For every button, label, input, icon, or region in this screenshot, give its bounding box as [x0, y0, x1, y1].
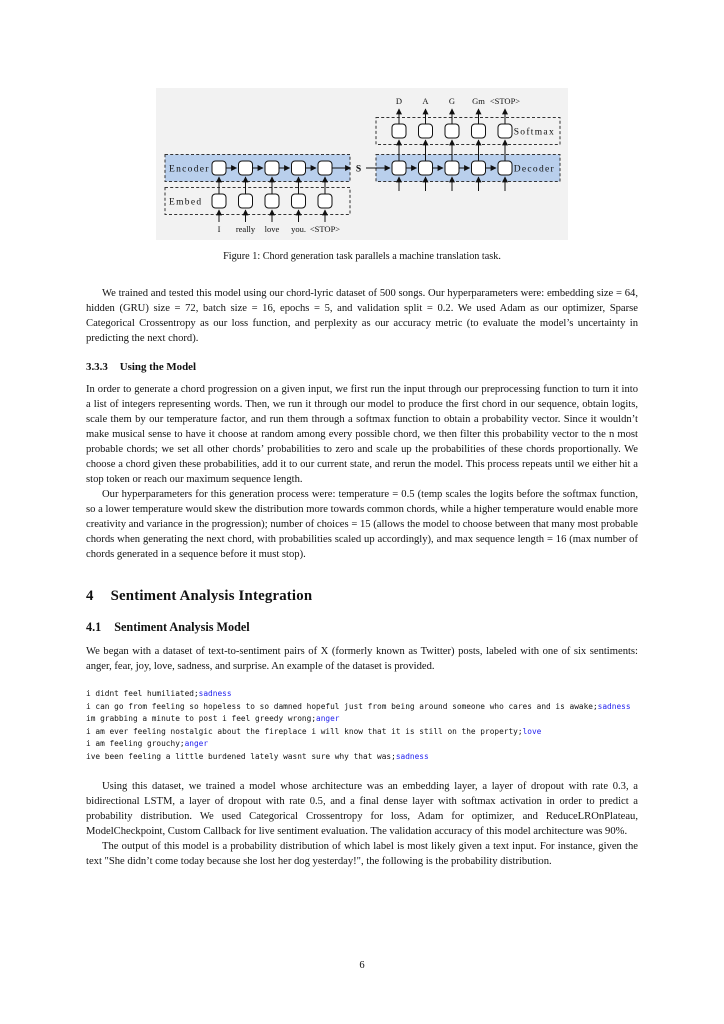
heading-4-1: [86, 620, 638, 635]
sentiment-label: anger: [316, 714, 340, 723]
heading-4: [86, 588, 638, 605]
output-token: <STOP>: [489, 96, 521, 106]
rnn-cell: [498, 124, 512, 138]
rnn-cell: [392, 124, 406, 138]
rnn-cell: [445, 161, 459, 175]
code-text: ive been feeling a little burdened lately wasnt sure why that was;: [86, 751, 396, 761]
sentiment-label: sadness: [597, 701, 631, 711]
decoder-label: Decoder: [513, 164, 555, 175]
dataset-examples: [86, 688, 638, 763]
code-text: i am ever feeling nostalgic about the fireplace i will know that it is still on the property;: [86, 726, 523, 736]
code-line: [86, 688, 638, 701]
sentiment-label: sadness: [395, 751, 429, 761]
rnn-cell: [472, 124, 486, 138]
state-label: S: [355, 164, 362, 175]
rnn-cell: [265, 161, 279, 175]
rnn-cell: [445, 124, 459, 138]
section-number: 4.1: [86, 620, 102, 634]
code-line: [86, 726, 638, 739]
paragraph-model-architecture: Using this dataset, we trained a model whose architecture was an embedding layer, a layer of dropout with rate 0.3, a bidirectional LSTM, a layer of dropout with rate 0.5, and a final dense layer with softmax activation in order to predict a probability distribution. We used Categorical Crossentropy for loss, Adam for optimizer, and ReduceLROnPlateau, ModelCheckpoint, Custom Callback for live sentiment evaluation. The validation accuracy of this model architecture was 90%.: [86, 781, 638, 837]
paragraph-dataset: We began with a dataset of text-to-sentiment pairs of X (formerly known as Twitter) posts, labeled with one of six sentiments: anger, fear, joy, love, sadness, and surprise. An example of the dataset is provided.: [86, 646, 638, 672]
code-line: [86, 738, 638, 751]
rnn-cell: [265, 194, 279, 208]
page-number: 6: [359, 960, 365, 971]
section-number: 4: [86, 588, 94, 604]
sentiment-label: sadness: [198, 689, 232, 698]
figure-caption: Figure 1: Chord generation task parallels a machine translation task.: [223, 251, 501, 262]
code-text: i can go from feeling so hopeless to so damned hopeful just from being around someone who cares and is awake;: [86, 701, 598, 711]
rnn-cell: [292, 194, 306, 208]
output-token: G: [448, 96, 456, 106]
paragraph-model-output: The output of this model is a probability distribution of which label is most likely given a text input. For instance, given the text "She didn’t come today because she lost her dog yesterday!", the following is the probability distribution.: [86, 841, 638, 867]
rnn-cell: [419, 124, 433, 138]
paragraph-using-model-2: Our hyperparameters for this generation process were: temperature = 0.5 (temp scales the logits before the softmax function, so a lower temperature would skew the distribution more towards common chords, while a higher temperature would enable more creativity and variance in the progression); number of choices = 15 (allows the model to choose between that many most probable chords when generating the next chord, with probabilities scaled up accordingly), and max sequence length = 16 (max number of chords generated in a sequence before it must stop).: [86, 489, 638, 560]
softmax-label: Softmax: [513, 127, 555, 138]
rnn-cell: [212, 161, 226, 175]
output-token: A: [422, 96, 429, 106]
rnn-cell: [318, 161, 332, 175]
paragraph-using-model-1: In order to generate a chord progression on a given input, we first run the input through our preprocessing function to turn it into a list of integers representing words. Then, we run it through our model to produce the first chord in our sequence, obtain logits, scale them by our temperature factor, and run them through a softmax function to obtain a probability vector. Since it wouldn’t make musical sense to have it choose at random among every possible chord, we then filter this probability vector to the n most probable chords; we set all other chords’ probabilities to zero and scale up the probabilities of these chords proportionally. We choose a chord given these probabilities, add it to our current state, and rerun the model. This process repeats until we either hit a stop token or reach our maximum sequence length.: [86, 384, 638, 485]
input-token: really: [235, 224, 256, 234]
section-number: 3.3.3: [86, 361, 108, 373]
page-content: [86, 0, 638, 869]
rnn-cell: [239, 161, 253, 175]
rnn-cell: [318, 194, 332, 208]
rnn-cell: [472, 161, 486, 175]
rnn-cell: [239, 194, 253, 208]
figure-diagram: [156, 88, 568, 240]
input-token: you.: [291, 224, 306, 234]
code-text: im grabbing a minute to post i feel greedy wrong;: [86, 714, 317, 723]
rnn-cell: [292, 161, 306, 175]
rnn-cell: [498, 161, 512, 175]
heading-3-3-3: [86, 361, 638, 373]
embed-label: Embed: [169, 197, 203, 208]
input-token: <STOP>: [309, 224, 341, 234]
code-text: i didnt feel humiliated;: [86, 689, 199, 698]
input-token: love: [264, 224, 280, 234]
encoder-label: Encoder: [169, 164, 210, 175]
output-token: D: [395, 96, 403, 106]
rnn-cell: [419, 161, 433, 175]
section-title: Using the Model: [119, 361, 197, 373]
rnn-cell: [212, 194, 226, 208]
sentiment-label: anger: [184, 739, 209, 748]
section-title: Sentiment Analysis Integration: [110, 588, 313, 604]
rnn-cell: [392, 161, 406, 175]
code-line: [86, 751, 638, 764]
code-line: [86, 713, 638, 726]
code-line: [86, 701, 638, 714]
code-text: i am feeling grouchy;: [86, 739, 185, 748]
output-token: Gm: [472, 96, 485, 106]
section-title: Sentiment Analysis Model: [114, 620, 250, 634]
sentiment-label: love: [522, 726, 542, 736]
paragraph-training: We trained and tested this model using our chord-lyric dataset of 500 songs. Our hyperparameters were: embedding size = 64, hidden (GRU) size = 72, batch size = 16, epochs = 5, and validation split = 0.2. We used Adam as our optimizer, Sparse Categorical Crossentropy as our loss function, and perplexity as our accuracy metric (to evaluate the model’s uncertainty in predicting the next chord).: [86, 288, 638, 344]
input-token: I: [217, 224, 221, 234]
figure-1: [156, 88, 568, 262]
